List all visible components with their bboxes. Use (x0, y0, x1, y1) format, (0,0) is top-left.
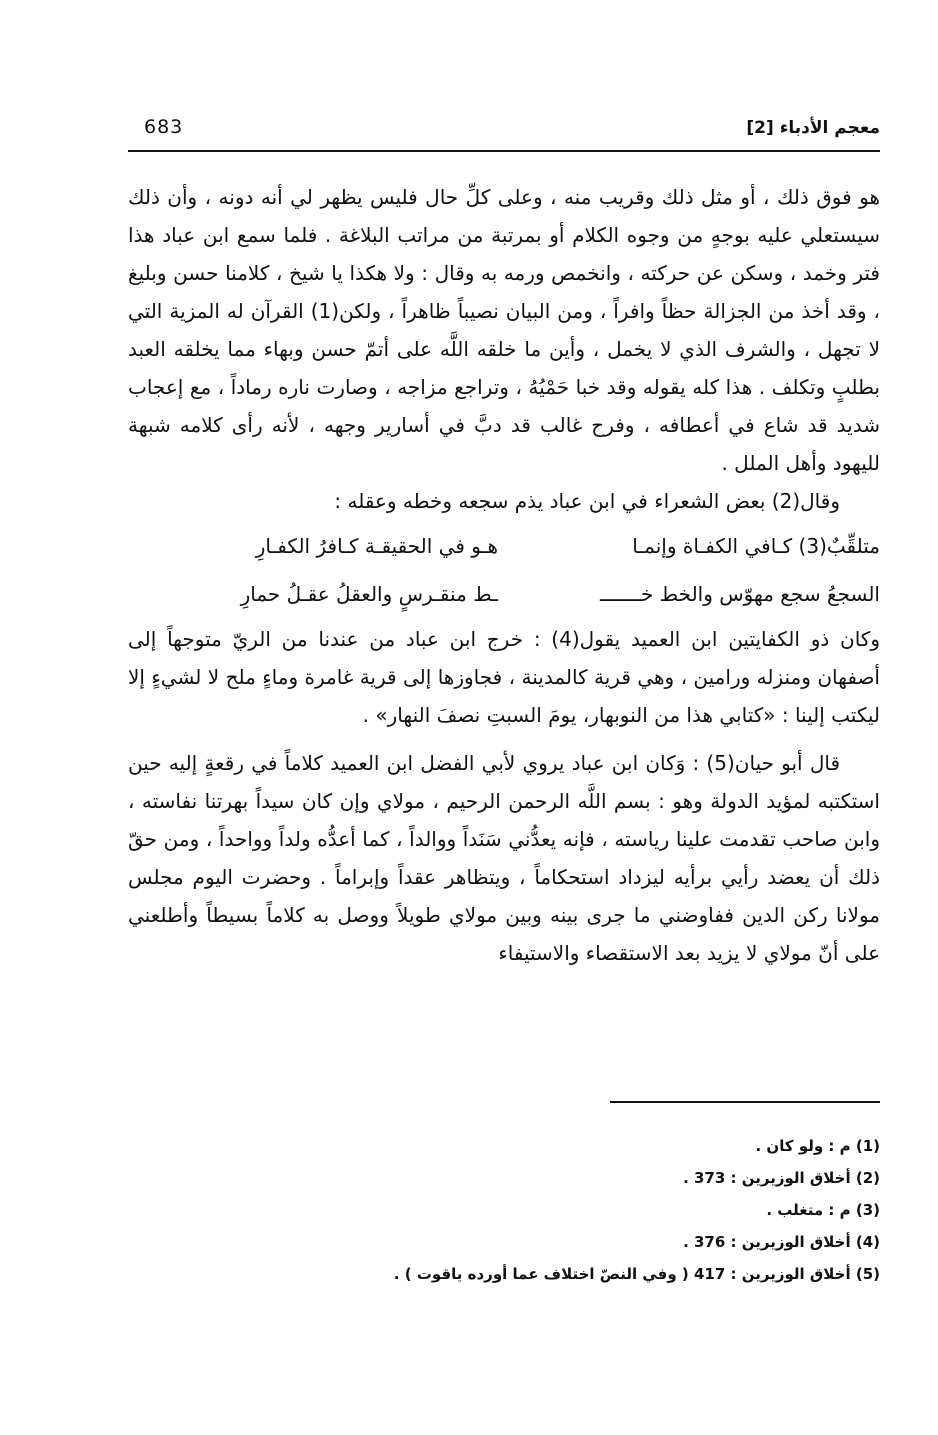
paragraph: قال أبو حيان(5) : وَكان ابن عباد يروي لأبي الفضل ابن العميد كلاماً في رقعةٍ إليه حين استكتبه لمؤيد الدولة وهو : بسم اللَّه الرحمن الرحيم ، مولاي وإن كان سيداً بهرتنا نفاسته ، وابن صاحب تقدمت علينا رياسته ، فإنه يعدُّني سَنَداً ووالداً ، كما أعدُّه ولداً وواحداً ، ومن حقّ ذلك أن يعضد رأيي برأيه ليزداد استحكاماً ، ويتظاهر عقداً وإبراماً . وحضرت اليوم مجلس مولانا ركن الدين ففاوضني ما جرى بينه وبين مولاي طويلاً ووصل به كلاماً بسيطاً وأطلعني على أنّ مولاي لا يزيد بعد الاستقصاء والاستيفاء (128, 751, 880, 965)
footnote: (2) أخلاق الوزيرين : 373 . (683, 1169, 880, 1187)
verse-hemistich: متلقِّبٌ(3) كـافي الكفـاة وإنمـا (632, 534, 880, 558)
paragraph: وكان ذو الكفايتين ابن العميد يقول(4) : خرج ابن عباد من عندنا من الريّ متوجهاً إلى أصفهان ومنزله ورامين ، وهي قرية كالمدينة ، فجاوزها إلى قرية غامرة وماءٍ ملح لا لشيءٍ إلا ليكتب إلينا : «كتابي هذا من النوبهار، يومَ السبتِ نصفَ النهار» . (128, 627, 880, 727)
paragraph: هو فوق ذلك ، أو مثل ذلك وقريب منه ، وعلى كلِّ حال فليس يظهر لي أنه دونه ، وأن ذلك سيستعلي عليه بوجهٍ من وجوه الكلام أو بمرتبة من مراتب البلاغة . فلما سمع ابن عباد هذا فتر وخمد ، وسكن عن حركته ، وانخمص ورمه به وقال : ولا هكذا يا شيخ ، كلامنا حسن وبليغ ، وقد أخذ من الجزالة حظاً وافراً ، ومن البيان نصيباً ظاهراً ، ولكن(1) القرآن له المزية التي لا تجهل ، والشرف الذي لا يخمل ، وأين ما خلقه اللَّه على أتمّ حسن وبهاء مما يخلقه العبد بطلبٍ وتكلف . هذا كله يقوله وقد خبا حَمْيُهُ ، وتراجع مزاجه ، وصارت ناره رماداً ، مع إعجاب شديد قد شاع في أعطافه ، وفرح غالب قد دبَّ في أسارير وجهه ، لأنه رأى كلامه شبهة لليهود وأهل الملل . (128, 185, 880, 475)
paragraph: وقال(2) بعض الشعراء في ابن عباد يذم سجعه وخطه وعقله : (334, 489, 840, 513)
main-text (128, 178, 880, 972)
footnote: (1) م : ولو كان . (755, 1137, 880, 1155)
page-header (128, 110, 880, 150)
header-rule (128, 150, 880, 152)
verse-hemistich: السجعُ سجع مهوّس والخط خـــــــ (599, 582, 880, 606)
verse-hemistich: ـط منقـرسٍ والعقلُ عقـلُ حمارِ (240, 582, 498, 606)
page-number: 683 (144, 116, 184, 138)
verse-line (128, 572, 880, 616)
running-title: معجم الأدباء [2] (746, 118, 880, 138)
footnote: (4) أخلاق الوزيرين : 376 . (683, 1233, 880, 1251)
verse-hemistich: هـو في الحقيقـة كـافرُ الكفـارِ (255, 534, 498, 558)
footnote: (3) م : متغلب . (766, 1201, 880, 1219)
footnotes (128, 1130, 880, 1290)
verse-line (128, 524, 880, 568)
footnote: (5) أخلاق الوزيرين : 417 ( وفي النصّ اختلاف عما أورده ياقوت ) . (393, 1265, 880, 1283)
footnote-rule (610, 1101, 880, 1103)
